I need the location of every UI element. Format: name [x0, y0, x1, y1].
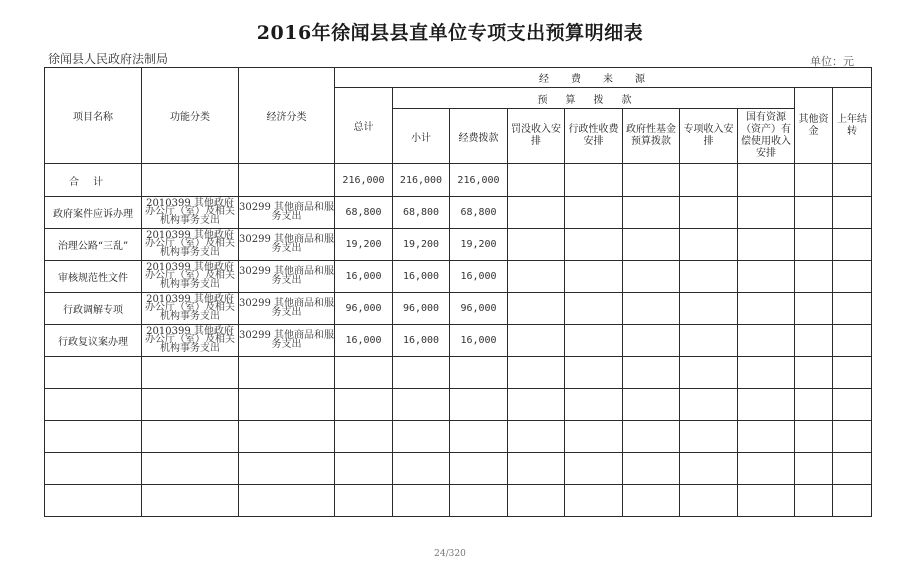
empty-cell [565, 229, 623, 261]
empty-cell [565, 389, 623, 421]
empty-cell [833, 485, 872, 517]
empty-cell [142, 389, 239, 421]
row-total: 96,000 [335, 293, 393, 325]
empty-cell [508, 389, 565, 421]
empty-cell [239, 421, 335, 453]
table-row [45, 229, 872, 261]
empty-cell [795, 453, 833, 485]
empty-cell [833, 229, 872, 261]
empty-cell [680, 229, 738, 261]
empty-cell [450, 453, 508, 485]
empty-cell [623, 293, 680, 325]
empty-cell [680, 389, 738, 421]
row-subtotal: 68,800 [393, 197, 450, 229]
empty-cell [680, 325, 738, 357]
empty-cell [450, 389, 508, 421]
empty-cell [738, 389, 795, 421]
empty-cell [738, 197, 795, 229]
table-row [45, 261, 872, 293]
row-subtotal: 16,000 [393, 325, 450, 357]
empty-cell [833, 197, 872, 229]
total-subtotal: 216,000 [393, 164, 450, 197]
header-fines: 罚没收入安排 [508, 109, 565, 164]
row-name: 治理公路“三乱” [45, 229, 142, 261]
row-function: 2010399 其他政府办公厅（室）及相关机构事务支出 [142, 325, 239, 357]
empty-cell [239, 485, 335, 517]
empty-cell [680, 485, 738, 517]
empty-row [45, 389, 872, 421]
empty-cell [833, 389, 872, 421]
empty-cell [833, 421, 872, 453]
row-name: 审核规范性文件 [45, 261, 142, 293]
empty-cell [565, 293, 623, 325]
empty-cell [833, 261, 872, 293]
row-total: 16,000 [335, 261, 393, 293]
header-function: 功能分类 [142, 68, 239, 164]
empty-cell [450, 421, 508, 453]
empty-cell [142, 485, 239, 517]
row-economic: 30299 其他商品和服务支出 [239, 261, 335, 293]
header-gov-fund: 政府性基金预算拨款 [623, 109, 680, 164]
empty-cell [795, 421, 833, 453]
empty-cell [833, 325, 872, 357]
empty-cell [335, 357, 393, 389]
row-function: 2010399 其他政府办公厅（室）及相关机构事务支出 [142, 197, 239, 229]
empty-row [45, 453, 872, 485]
total-label: 合计 [45, 164, 142, 197]
empty-cell [680, 197, 738, 229]
header-appropriation: 经费拨款 [450, 109, 508, 164]
empty-cell [738, 357, 795, 389]
empty-cell [623, 197, 680, 229]
empty-cell [335, 421, 393, 453]
empty-cell [795, 357, 833, 389]
budget-table [44, 67, 872, 517]
empty-cell [565, 485, 623, 517]
empty-cell [833, 453, 872, 485]
data-rows [45, 197, 872, 517]
unit-name: 徐闻县人民政府法制局 [48, 52, 169, 66]
empty-cell [45, 485, 142, 517]
header-economic: 经济分类 [239, 68, 335, 164]
row-appropriation: 16,000 [450, 325, 508, 357]
row-economic: 30299 其他商品和服务支出 [239, 197, 335, 229]
empty-row [45, 357, 872, 389]
empty-row [45, 485, 872, 517]
empty-cell [565, 357, 623, 389]
empty-cell [738, 229, 795, 261]
header-state-assets: 国有资源（资产）有偿使用收入安排 [738, 109, 795, 164]
page-title: 2016年徐闻县县直单位专项支出预算明细表 [256, 22, 644, 44]
empty-cell [738, 325, 795, 357]
empty-cell [623, 261, 680, 293]
row-appropriation: 16,000 [450, 261, 508, 293]
total-total: 216,000 [335, 164, 393, 197]
empty-cell [680, 357, 738, 389]
empty-cell [738, 261, 795, 293]
empty-cell [565, 325, 623, 357]
empty-cell [795, 197, 833, 229]
row-economic: 30299 其他商品和服务支出 [239, 325, 335, 357]
row-total: 16,000 [335, 325, 393, 357]
header-row-1 [45, 68, 872, 88]
empty-cell [239, 453, 335, 485]
empty-cell [565, 261, 623, 293]
empty-cell [623, 453, 680, 485]
row-subtotal: 16,000 [393, 261, 450, 293]
empty-cell [508, 293, 565, 325]
empty-cell [508, 485, 565, 517]
empty-cell [393, 485, 450, 517]
empty-cell [142, 453, 239, 485]
empty-cell [393, 453, 450, 485]
empty-cell [335, 389, 393, 421]
total-row [45, 164, 872, 197]
empty-cell [508, 357, 565, 389]
empty-cell [795, 389, 833, 421]
empty-cell [795, 229, 833, 261]
empty-cell [795, 325, 833, 357]
row-total: 68,800 [335, 197, 393, 229]
empty-cell [450, 485, 508, 517]
empty-cell [450, 357, 508, 389]
row-function: 2010399 其他政府办公厅（室）及相关机构事务支出 [142, 293, 239, 325]
empty-cell [833, 293, 872, 325]
empty-cell [142, 357, 239, 389]
total-appropriation: 216,000 [450, 164, 508, 197]
empty-cell [565, 453, 623, 485]
empty-cell [508, 229, 565, 261]
row-total: 19,200 [335, 229, 393, 261]
empty-cell [680, 453, 738, 485]
table-row [45, 293, 872, 325]
empty-cell [239, 357, 335, 389]
empty-cell [738, 453, 795, 485]
page-number: 24/320 [434, 549, 466, 559]
empty-cell [795, 261, 833, 293]
row-name: 行政复议案办理 [45, 325, 142, 357]
empty-cell [335, 453, 393, 485]
empty-cell [565, 197, 623, 229]
header-special-income: 专项收入安排 [680, 109, 738, 164]
empty-cell [623, 389, 680, 421]
empty-cell [680, 421, 738, 453]
header-subtotal: 小计 [393, 109, 450, 164]
row-name: 政府案件应诉办理 [45, 197, 142, 229]
empty-cell [680, 261, 738, 293]
empty-cell [833, 357, 872, 389]
header-project: 项目名称 [45, 68, 142, 164]
empty-cell [393, 357, 450, 389]
money-unit: 单位：元 [810, 55, 854, 68]
header-source: 经费来源 [335, 68, 872, 88]
header-total: 总计 [335, 88, 393, 164]
row-function: 2010399 其他政府办公厅（室）及相关机构事务支出 [142, 229, 239, 261]
empty-cell [795, 485, 833, 517]
empty-cell [508, 421, 565, 453]
empty-cell [239, 389, 335, 421]
empty-cell [45, 453, 142, 485]
empty-cell [508, 453, 565, 485]
empty-cell [795, 293, 833, 325]
empty-cell [508, 197, 565, 229]
empty-cell [738, 485, 795, 517]
empty-cell [393, 389, 450, 421]
empty-cell [508, 325, 565, 357]
empty-cell [45, 421, 142, 453]
empty-cell [623, 421, 680, 453]
empty-cell [45, 357, 142, 389]
empty-cell [623, 485, 680, 517]
empty-cell [738, 293, 795, 325]
row-name: 行政调解专项 [45, 293, 142, 325]
table-row [45, 325, 872, 357]
empty-row [45, 421, 872, 453]
row-appropriation: 19,200 [450, 229, 508, 261]
row-economic: 30299 其他商品和服务支出 [239, 229, 335, 261]
row-appropriation: 96,000 [450, 293, 508, 325]
empty-cell [565, 421, 623, 453]
row-appropriation: 68,800 [450, 197, 508, 229]
row-economic: 30299 其他商品和服务支出 [239, 293, 335, 325]
empty-cell [142, 421, 239, 453]
row-subtotal: 96,000 [393, 293, 450, 325]
empty-cell [623, 357, 680, 389]
empty-cell [623, 229, 680, 261]
empty-cell [393, 421, 450, 453]
empty-cell [335, 485, 393, 517]
empty-cell [738, 421, 795, 453]
row-function: 2010399 其他政府办公厅（室）及相关机构事务支出 [142, 261, 239, 293]
empty-cell [623, 325, 680, 357]
empty-cell [680, 293, 738, 325]
header-admin-fees: 行政性收费安排 [565, 109, 623, 164]
header-other-funds: 其他资金 [795, 88, 833, 164]
table-row [45, 197, 872, 229]
header-carryover: 上年结转 [833, 88, 872, 164]
empty-cell [45, 389, 142, 421]
row-subtotal: 19,200 [393, 229, 450, 261]
header-allocation: 预算拨款 [393, 88, 795, 109]
empty-cell [508, 261, 565, 293]
